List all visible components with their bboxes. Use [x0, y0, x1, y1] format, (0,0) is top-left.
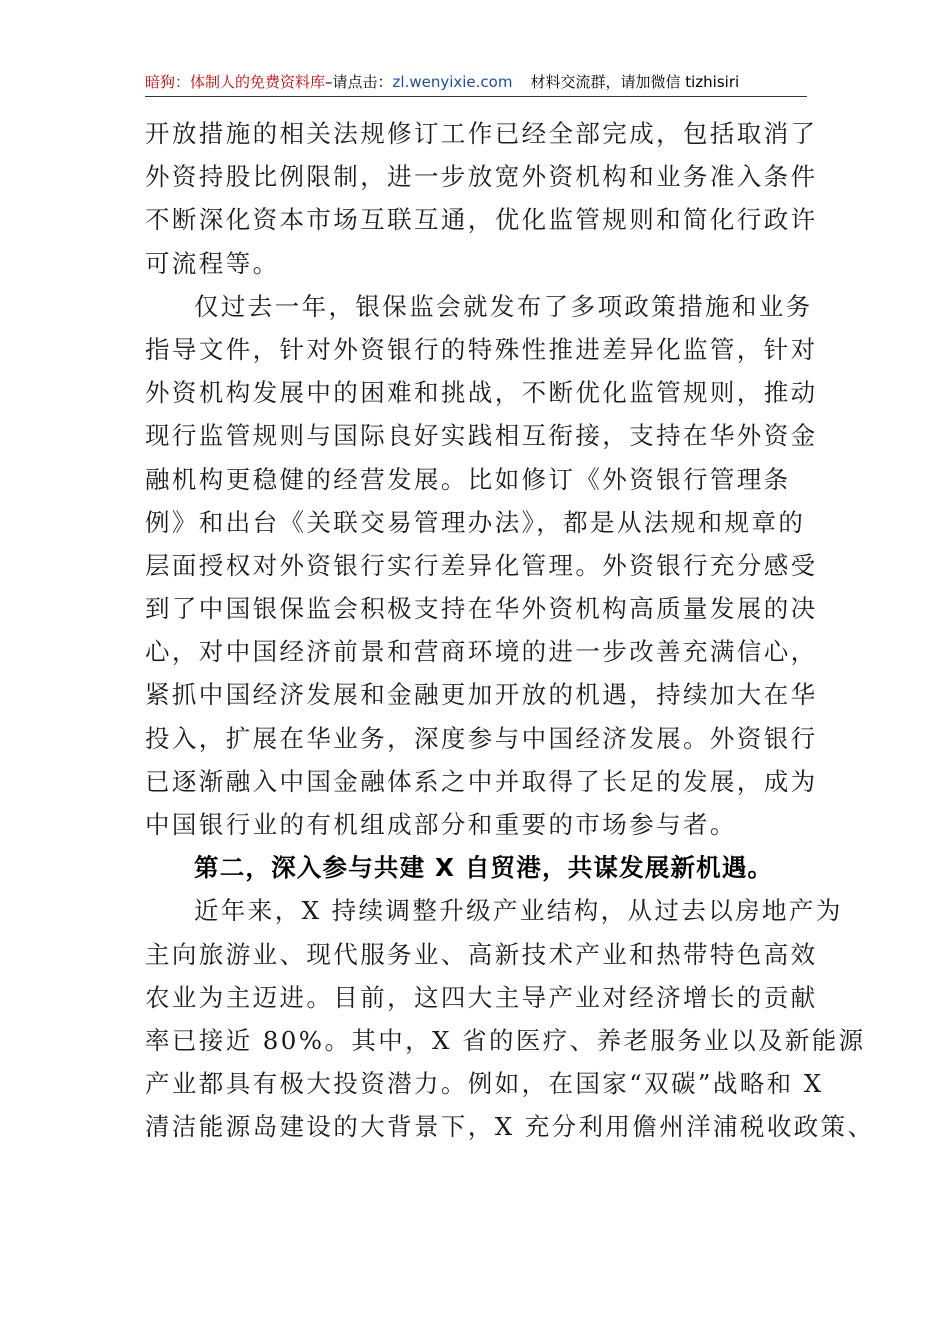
text-line: 主向旅游业、现代服务业、高新技术产业和热带特色高效	[145, 939, 818, 969]
text-line: 率已接近 80%。其中，X 省的医疗、养老服务业以及新能源	[145, 1025, 866, 1055]
paragraph	[145, 285, 818, 846]
page-header	[145, 72, 805, 96]
text-line: 投入，扩展在华业务，深度参与中国经济发展。外资银行	[145, 723, 818, 753]
paragraph	[145, 112, 818, 285]
text-line: 清洁能源岛建设的大背景下，X 充分利用儋州洋浦税收政策、	[145, 1112, 875, 1142]
text-line: 近年来，X 持续调整升级产业结构，从过去以房地产为	[194, 896, 843, 926]
header-site-link[interactable]: zl.wenyixie.com	[392, 73, 513, 91]
heading-line: 第二，深入参与共建 X 自贸港，共谋发展新机遇。	[194, 853, 774, 883]
document-body	[145, 112, 875, 1149]
header-click-prompt: –请点击：	[325, 73, 393, 91]
text-line: 指导文件，针对外资银行的特殊性推进差异化监管，针对	[145, 334, 818, 364]
text-line: 可流程等。	[145, 248, 280, 278]
section-heading	[145, 846, 810, 889]
text-line: 开放措施的相关法规修订工作已经全部完成，包括取消了	[145, 119, 818, 148]
text-line: 紧抓中国经济发展和金融更加开放的机遇，持续加大在华	[145, 680, 818, 710]
text-line: 融机构更稳健的经营发展。比如修订《外资银行管理条	[145, 464, 791, 494]
text-line: 到了中国银保监会积极支持在华外资机构高质量发展的决	[145, 594, 818, 624]
text-line: 层面授权对外资银行实行差异化管理。外资银行充分感受	[145, 550, 818, 580]
text-line: 产业都具有极大投资潜力。例如，在国家“双碳”战略和 X	[145, 1069, 824, 1099]
header-wechat-note: 材料交流群，请加微信 tizhisiri	[530, 73, 740, 91]
text-line: 心，对中国经济前景和营商环境的进一步改善充满信心，	[145, 637, 818, 667]
text-line: 外资机构发展中的困难和挑战，不断优化监管规则，推动	[145, 378, 818, 408]
text-line: 不断深化资本市场互联互通，优化监管规则和简化行政许	[145, 205, 818, 235]
text-line: 已逐渐融入中国金融体系之中并取得了长足的发展，成为	[145, 766, 818, 796]
text-line: 例》和出台《关联交易管理办法》，都是从法规和规章的	[145, 507, 806, 537]
paragraph	[145, 889, 875, 1148]
text-line: 仅过去一年，银保监会就发布了多项政策措施和业务	[194, 291, 813, 321]
text-line: 农业为主迈进。目前，这四大主导产业对经济增长的贡献	[145, 982, 818, 1012]
text-line: 外资持股比例限制，进一步放宽外资机构和业务准入条件	[145, 162, 818, 192]
text-line: 现行监管规则与国际良好实践相互衔接，支持在华外资金	[145, 421, 818, 451]
text-line: 中国银行业的有机组成部分和重要的市场参与者。	[145, 810, 737, 839]
header-divider	[145, 96, 807, 97]
header-site-name: 暗狗：体制人的免费资料库	[145, 73, 326, 91]
